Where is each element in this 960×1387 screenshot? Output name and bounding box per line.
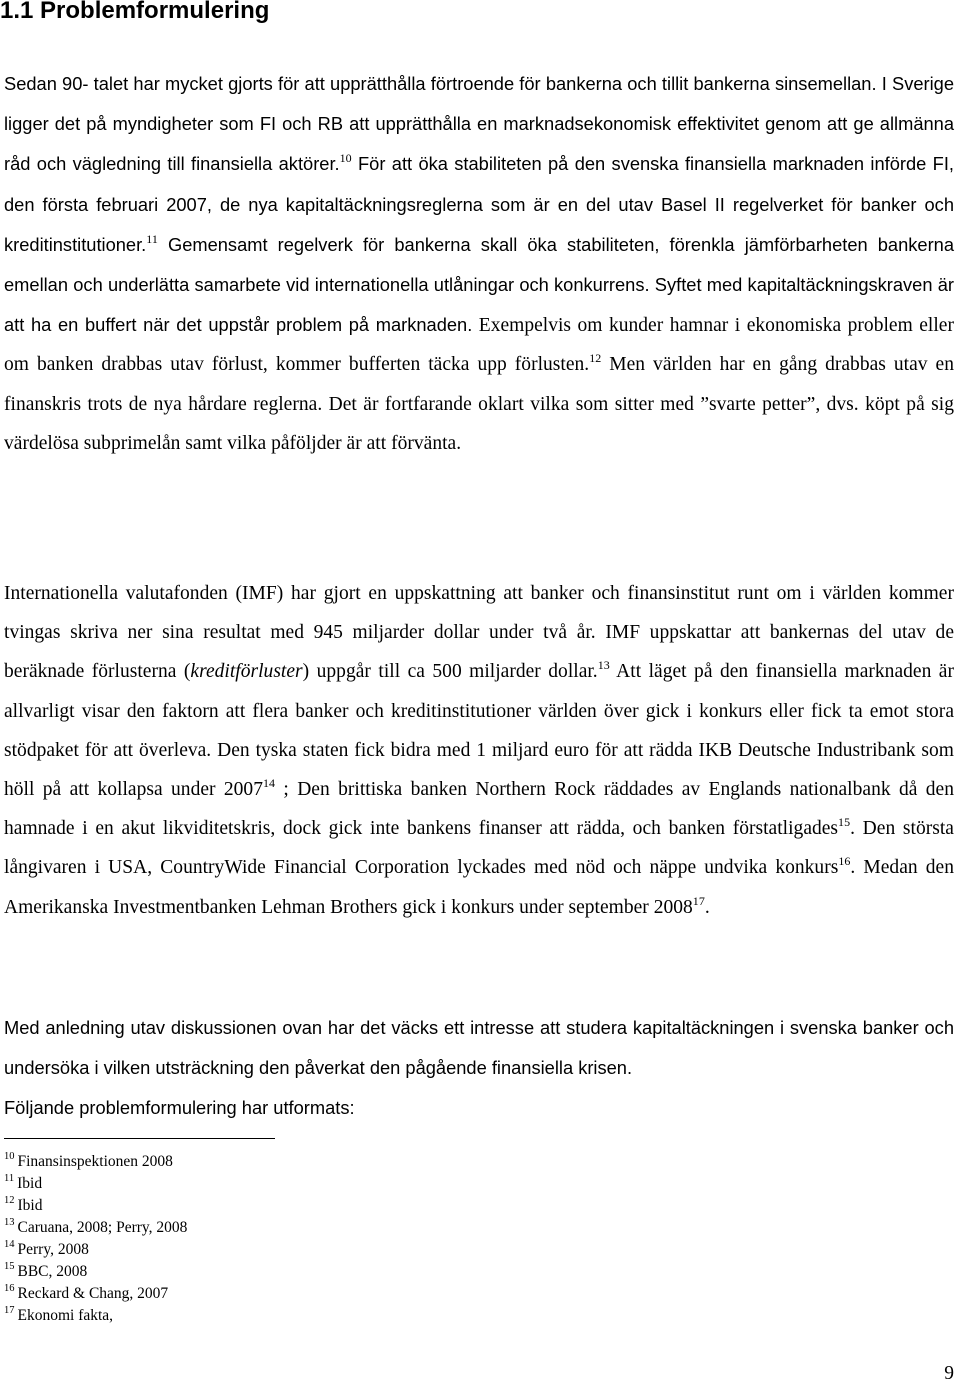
footnote-item [4,1239,504,1261]
paragraph-intro-sentence-3: Gemensamt regelverk för bankerna skall öka stabiliteten, förenkla jämförbarheten bankerna emellan och underlätta samarbete vid internationella utlåningar och konkurrens. Syftet med kapitaltäckningskraven är att ha en buffert när det uppstår problem på marknaden. [4,233,954,336]
footnote-ref-12: 12 [589,351,602,366]
footnote-text: Finansinspektionen 2008 [17,1153,173,1170]
paragraph-intro [4,64,954,463]
footnote-text: Reckard & Chang, 2007 [17,1285,169,1302]
footnote-item [4,1261,504,1283]
paragraph-intro-sentence-4: Exempelvis om kunder hamnar i ekonomiska problem eller om banken drabbas utav förlust, kommer bufferten täcka upp förlusten. [4,315,954,376]
paragraph-imf-sentence-3: Att läget på den finansiella marknaden är allvarligt visar den faktorn att flera banker och kreditinstitutioner världen över gick i konkurs eller fick ta emot stora stödpaket för att överleva. Den tyska staten fick bidra med 1 miljard euro för att rädda IKB Deutsche Industribank som höll på att kollapsa under 2007 [4,661,954,801]
footnote-ref-16: 16 [838,854,851,869]
paragraph-imf-sentence-7: . [704,896,710,918]
footnote-list [4,1151,504,1327]
footnote-text: Perry, 2008 [17,1241,89,1258]
paragraph-motivation [4,1008,954,1129]
footnote-item [4,1173,504,1195]
paragraph-imf [4,574,954,927]
footnote-item [4,1305,504,1327]
paragraph-intro-sentence-5: Men världen har en gång drabbas utav en finanskris trots de nya hårdare reglerna. Det är fortfarande oklart vilka som sitter med ”svarte petter”, dvs. köpt på sig värdelösa subprimelån samt vilka påföljder är att förvänta. [4,354,954,454]
footnote-ref-13: 13 [597,658,610,673]
footnote-text: BBC, 2008 [17,1263,88,1280]
footnote-ref-10: 10 [339,151,352,166]
footnote-number: 14 [4,1239,15,1250]
footnote-separator [4,1138,275,1139]
footnote-text: Ekonomi fakta, [17,1307,114,1324]
paragraph-imf-sentence-6: . Medan den Amerikanska Investmentbanken Lehman Brothers gick i konkurs under september 2008 [4,857,954,918]
italic-term-kreditforluster: kreditförluster [190,661,303,683]
paragraph-imf-sentence-4: ; Den brittiska banken Northern Rock räddades av Englands nationalbank då den hamnade i en akut likviditetskris, dock gick inte bankens finanser att rädda, och banken förstatligades [4,779,955,840]
page-number: 9 [944,1363,954,1384]
footnote-number: 11 [4,1173,15,1184]
footnote-number: 10 [4,1151,15,1162]
footnote-item [4,1217,504,1239]
paragraph-imf-sentence-1: Internationella valutafonden (IMF) har gjort en uppskattning att banker och finansinstitut runt om i världen kommer tvingas skriva ner sina resultat med 945 miljarder dollar under två år. IMF uppskattar att bankernas del utav de beräknade förlusterna ( [4,583,954,683]
section-heading: 1.1 Problemformulering [0,0,270,24]
footnote-number: 13 [4,1217,15,1228]
paragraph-imf-sentence-2: ) uppgår till ca 500 miljarder dollar. [302,661,598,683]
footnote-ref-15: 15 [838,815,851,830]
paragraph-motivation-sentence-1: Med anledning utav diskussionen ovan har det väcks ett intresse att studera kapitaltäckningen i svenska banker och undersöka i vilken utsträckning den påverkat den pågående finansiella krisen. [4,1017,954,1079]
footnote-number: 15 [4,1261,15,1272]
footnote-ref-11: 11 [146,231,158,246]
footnote-number: 16 [4,1283,15,1294]
footnote-text: Caruana, 2008; Perry, 2008 [17,1219,188,1236]
footnote-item [4,1195,504,1217]
paragraph-imf-sentence-5: . Den största långivaren i USA, CountryWide Financial Corporation lyckades med nöd och näppe undvika konkurs [4,818,954,879]
paragraph-intro-sentence-1: Sedan 90- talet har mycket gjorts för att upprätthålla förtroende för bankerna och tillit bankerna sinsemellan. I Sverige ligger det på myndigheter som FI och RB att upprätthålla en marknadsekonomisk effektivitet genom att ge allmänna råd och vägledning till finansiella aktörer. [4,73,954,175]
problem-statement-lead: Följande problemformulering har utformats: [4,1097,355,1119]
footnote-item [4,1151,504,1173]
footnote-item [4,1283,504,1305]
footnote-ref-17: 17 [692,893,705,908]
footnote-number: 12 [4,1195,15,1206]
footnote-text: Ibid [17,1197,43,1214]
footnote-number: 17 [4,1305,15,1316]
footnote-text: Ibid [17,1175,43,1192]
footnote-ref-14: 14 [262,776,276,791]
paragraph-intro-sentence-2: För att öka stabiliteten på den svenska finansiella marknaden införde FI, den första februari 2007, de nya kapitaltäckningsreglerna som är en del utav Basel II regelverket för banker och kreditinstitutioner. [4,153,954,255]
